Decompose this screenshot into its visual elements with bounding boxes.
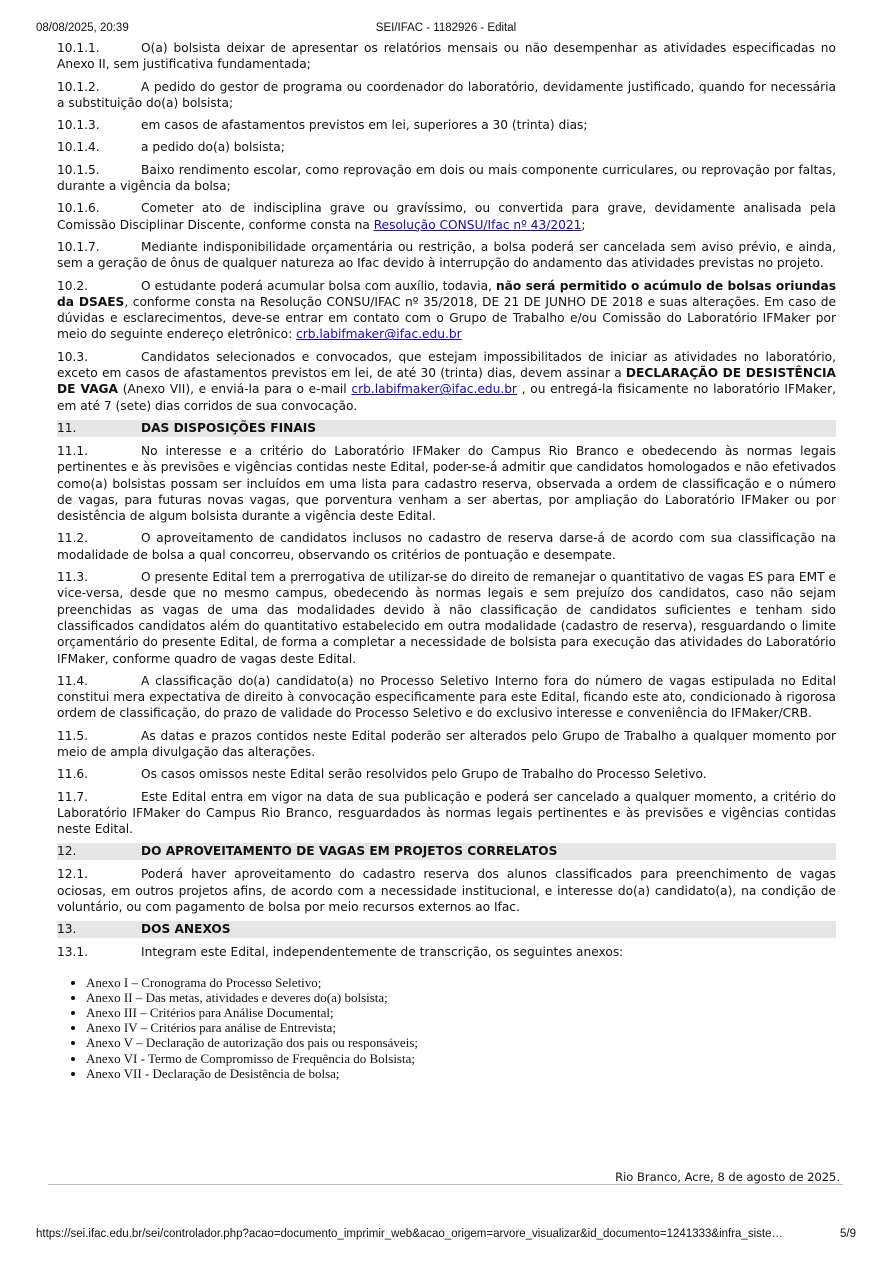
clause-10-1-2 <box>57 79 836 112</box>
clause-number: 11.7. <box>57 789 89 804</box>
annex-item: • Anexo VII - Declaração de Desistência de bolsa; <box>86 1066 836 1081</box>
clause-text: Este Edital entra em vigor na data de sua publicação e poderá ser cancelado a qualquer momento, a critério do Laboratório IFMaker do Campus Rio Branco, resguardados às normas legais pertinentes e às previsões e vigências contidas neste Edital. <box>57 789 836 837</box>
annex-item: • Anexo II – Das metas, atividades e deveres do(a) bolsista; <box>86 990 836 1005</box>
clause-number: 11.2. <box>57 531 89 546</box>
clause-number: 10.1.3. <box>57 118 100 133</box>
email-link[interactable]: crb.labifmaker@ifac.edu.br <box>351 382 517 397</box>
section-title: DO APROVEITAMENTO DE VAGAS EM PROJETOS CORRELATOS <box>141 844 558 859</box>
clause-text: Baixo rendimento escolar, como reprovação em dois ou mais componente curriculares, ou reprovação por faltas, durante a vigência da bolsa; <box>57 162 836 194</box>
print-footer <box>36 1228 856 1244</box>
clause-bold-text: DECLARAÇÃO DE DESISTÊNCIA DE VAGA <box>57 366 836 397</box>
clause-text: As datas e prazos contidos neste Edital poderão ser alterados pelo Grupo de Trabalho a qualquer momento por meio de ampla divulgação das alterações. <box>57 728 836 759</box>
clause-11-5 <box>57 728 836 761</box>
clause-text: Mediante indisponibilidade orçamentária ou restrição, a bolsa poderá ser cancelada sem aviso prévio, e ainda, sem a geração de ônus de qualquer natureza ao Ifac devido à interrupção do andamento das atividades previstas no projeto. <box>57 239 836 271</box>
clause-10-3 <box>57 349 836 414</box>
print-header <box>36 22 856 38</box>
clause-text: A pedido do gestor de programa ou coordenador do laboratório, devidamente justificado, quando for necessária a substituição do(a) bolsista; <box>57 79 836 110</box>
annex-item: • Anexo VI - Termo de Compromisso de Frequência do Bolsista; <box>86 1051 836 1066</box>
clause-text-end: ; <box>581 217 586 232</box>
section-heading-13 <box>57 921 836 938</box>
section-heading-11 <box>57 420 836 437</box>
clause-bold-text: não será permitido o acúmulo de bolsas oriundas da DSAES <box>57 278 836 309</box>
email-link[interactable]: crb.labifmaker@ifac.edu.br <box>296 327 462 342</box>
clause-10-2 <box>57 278 836 343</box>
print-title: SEI/IFAC - 1182926 - Edital <box>375 22 517 34</box>
clause-number: 11.6. <box>57 767 89 782</box>
section-number: 11. <box>57 420 77 435</box>
clause-text: O aproveitamento de candidatos inclusos no cadastro de reserva darse-á de acordo com sua classificação na modalidade de bolsa a qual concorreu, observando os critérios de pontuação e desempate. <box>57 531 836 562</box>
clause-text: Candidatos selecionados e convocados, que estejam impossibilitados de iniciar as atividades no laboratório, exceto em casos de afastamentos previstos em lei, de até 30 (trinta) dias, devem assinar a <box>57 349 836 381</box>
annex-item: • Anexo IV – Critérios para análise de Entrevista; <box>86 1020 836 1035</box>
clause-11-3 <box>57 569 836 667</box>
annex-item: • Anexo V – Declaração de autorização dos pais ou responsáveis; <box>86 1035 836 1050</box>
clause-text: em casos de afastamentos previstos em lei, superiores a 30 (trinta) dias; <box>141 118 588 133</box>
section-number: 13. <box>57 922 77 937</box>
clause-number: 10.1.5. <box>57 162 100 177</box>
section-heading-12 <box>57 843 836 860</box>
clause-text: Os casos omissos neste Edital serão resolvidos pelo Grupo de Trabalho do Processo Seletivo. <box>141 767 707 782</box>
clause-11-4 <box>57 673 836 722</box>
clause-text: O(a) bolsista deixar de apresentar os relatórios mensais ou não desempenhar as atividades especificadas no Anexo II, sem justificativa fundamentada; <box>57 41 836 72</box>
clause-number: 13.1. <box>57 945 89 960</box>
clause-10-1-4 <box>57 139 836 155</box>
page-number: 5/9 <box>840 1228 856 1240</box>
clause-text: O presente Edital tem a prerrogativa de utilizar-se do direito de remanejar o quantitativo de vagas ES para EMT e vice-versa, desde que no mesmo campus, obedecendo às normas legais e sem prejuízo dos candidatos, caso não sejam preenchidas as vagas de uma das modalidades devido à não classificação de candidatos suficientes e tenham sido classificados candidatos além do quantitativo estabelecido em outra modalidade (cadastro de reserva), resguardando o limite orçamentário do presente Edital, de forma a completar a necessidade de bolsista para execução das atividades do Laboratório IFMaker, conforme quadro de vagas deste Edital. <box>57 570 836 666</box>
clause-number: 11.1. <box>57 443 89 458</box>
clause-number: 10.1.4. <box>57 140 100 155</box>
clause-text: Integram este Edital, independentemente de transcrição, os seguintes anexos: <box>141 945 624 960</box>
print-datetime: 08/08/2025, 20:39 <box>36 22 129 34</box>
clause-13-1 <box>57 944 836 960</box>
clause-number: 10.1.2. <box>57 79 100 94</box>
clause-11-2 <box>57 530 836 563</box>
clause-number: 11.4. <box>57 673 89 688</box>
annex-item: • Anexo I – Cronograma do Processo Seletivo; <box>86 975 836 990</box>
clause-11-6 <box>57 766 836 782</box>
clause-10-1-7 <box>57 239 836 272</box>
document-body <box>57 40 836 1081</box>
clause-11-7 <box>57 789 836 838</box>
clause-number: 10.1.7. <box>57 239 100 254</box>
annex-list <box>57 975 836 1081</box>
closing-place-date: Rio Branco, Acre, 8 de agosto de 2025. <box>615 1170 840 1184</box>
clause-text: Poderá haver aproveitamento do cadastro reserva dos alunos classificados para preenchimento de vagas ociosas, em outros projetos afins, de acordo com a necessidade institucional, e interesse do(a) candidato(a), na condição de voluntário, ou com pagamento de bolsa por meio recursos externos ao Ifac. <box>57 867 836 915</box>
clause-text-cont: (Anexo VII), e enviá-la para o e-mail <box>118 382 352 397</box>
clause-10-1-3 <box>57 117 836 133</box>
clause-10-1-6 <box>57 200 836 233</box>
clause-text-end: , ou entregá-la fisicamente no laboratório IFMaker, em até 7 (sete) dias corridos de sua convocação. <box>57 382 836 413</box>
clause-10-1-5 <box>57 162 836 195</box>
clause-number: 10.1.6. <box>57 201 100 216</box>
print-url: https://sei.ifac.edu.br/sei/controlador.php?acao=documento_imprimir_web&acao_origem=arvore_visualizar&id_documento=1241333&infra_siste… <box>36 1228 783 1240</box>
section-title: DOS ANEXOS <box>141 922 231 937</box>
clause-10-1-1 <box>57 40 836 73</box>
clause-text: A classificação do(a) candidato(a) no Processo Seletivo Interno fora do número de vagas estipulada no Edital constitui mera expectativa de direito à convocação especificamente para este Edital, ficando este ato, condicionado à rigorosa ordem de classificação, do prazo de validade do Processo Seletivo e do exclusivo interesse e conveniência do IFMaker/CRB. <box>57 673 836 721</box>
clause-text: Cometer ato de indisciplina grave ou gravíssimo, ou convertida para grave, devidamente analisada pela Comissão Disciplinar Discente, conforme consta na <box>57 201 836 232</box>
clause-number: 10.1.1. <box>57 41 100 55</box>
clause-number: 12.1. <box>57 867 89 882</box>
clause-text-cont: , conforme consta na Resolução CONSU/IFAC nº 35/2018, DE 21 DE JUNHO DE 2018 e suas alterações. Em caso de dúvidas e esclarecimentos, deve-se entrar em contato com o Grupo de Trabalho e/ou Comissão do Laboratório IFMaker por meio do seguinte endereço eletrônico: <box>57 294 837 342</box>
clause-number: 10.3. <box>57 349 89 364</box>
clause-number: 11.3. <box>57 570 89 585</box>
clause-12-1 <box>57 866 836 915</box>
resolution-link[interactable]: Resolução CONSU/Ifac nº 43/2021 <box>373 217 582 232</box>
clause-text: a pedido do(a) bolsista; <box>141 140 285 155</box>
divider <box>48 1184 843 1185</box>
annex-item: • Anexo III – Critérios para Análise Documental; <box>86 1005 836 1020</box>
clause-text: No interesse e a critério do Laboratório IFMaker do Campus Rio Branco e obedecendo às normas legais pertinentes e às previsões e vigências contidas neste Edital, poder-se-á admitir que candidatos homologados e não efetivados como(a) bolsistas possam ser incluídos em uma lista para cadastro reserva, observada a ordem de classificação e o número de vagas, para futuras novas vagas, que porventura venham a ser abertas, por ampliação do Laboratório IFMaker ou por desistência de algum bolsista durante a vigência deste Edital. <box>57 443 836 524</box>
clause-11-1 <box>57 443 836 524</box>
section-title: DAS DISPOSIÇÕES FINAIS <box>141 420 317 435</box>
clause-number: 10.2. <box>57 278 89 293</box>
clause-number: 11.5. <box>57 728 89 743</box>
clause-text: O estudante poderá acumular bolsa com auxílio, todavia, <box>141 278 496 293</box>
section-number: 12. <box>57 844 77 859</box>
